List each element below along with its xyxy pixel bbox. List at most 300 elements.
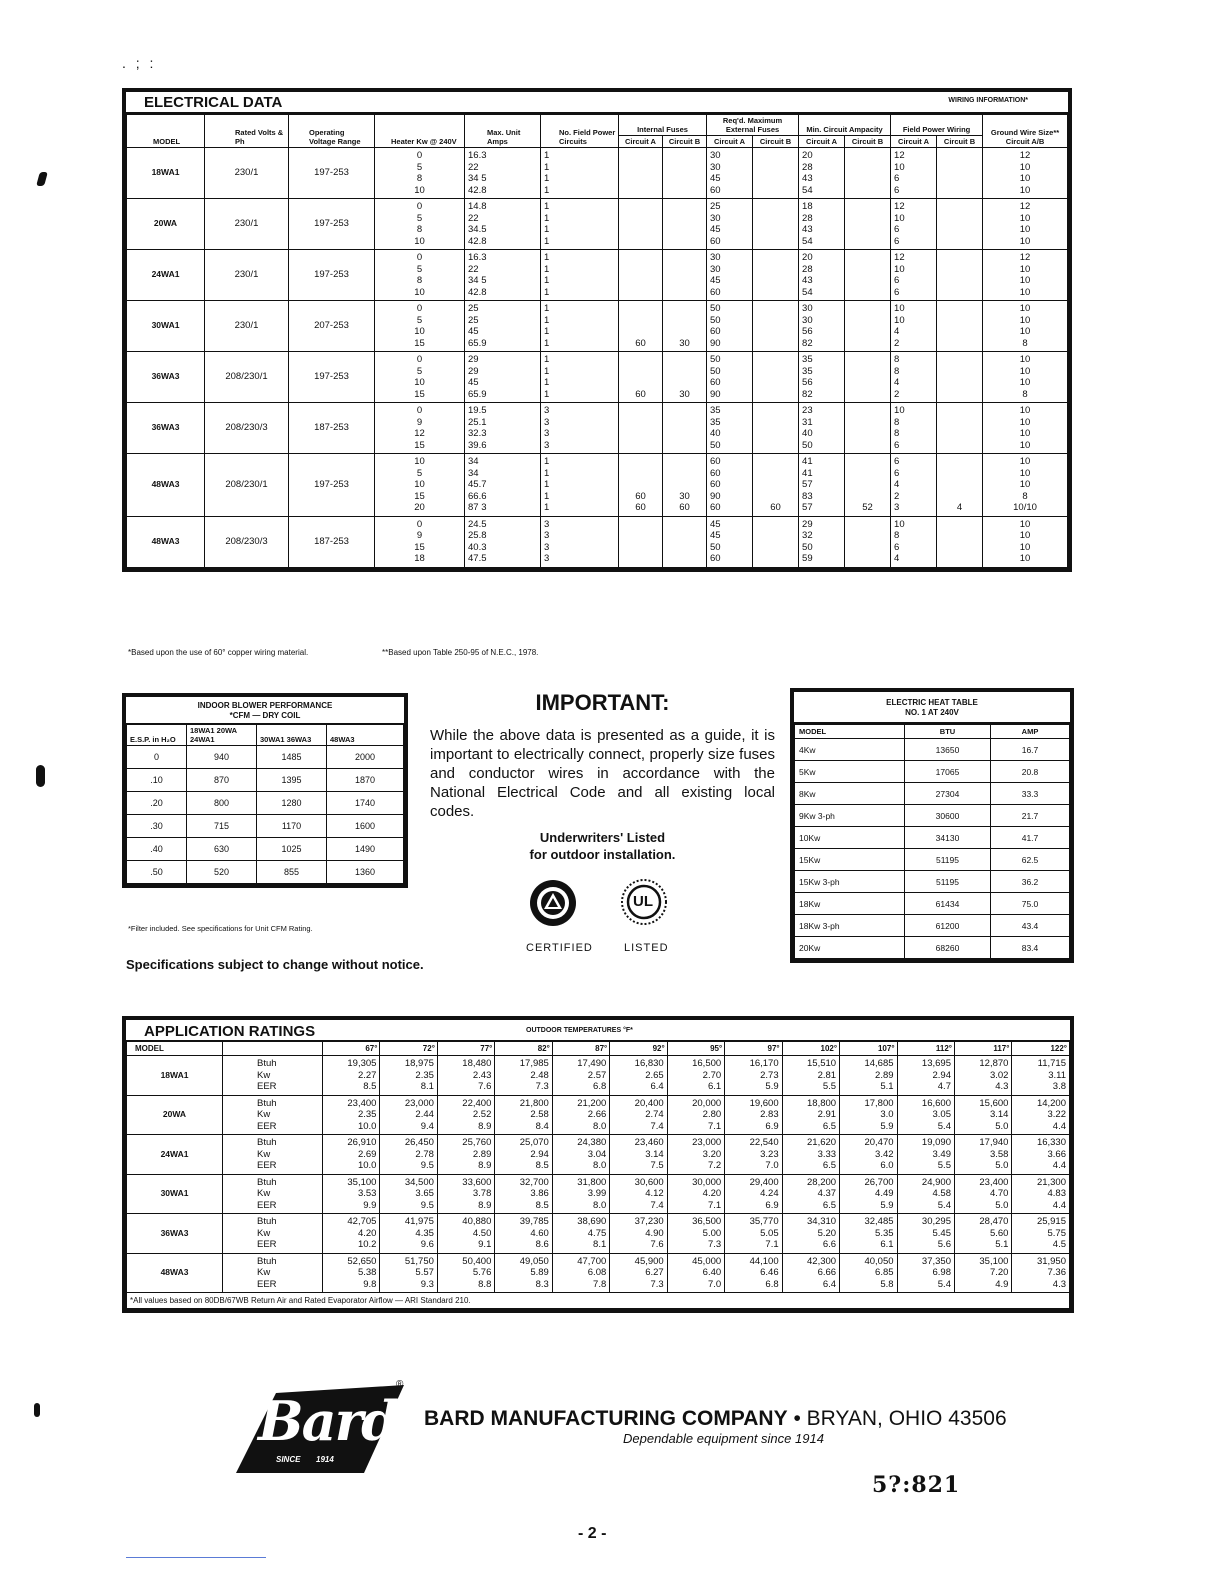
kw-value: 10 xyxy=(414,326,425,337)
eer-value: 5.0 xyxy=(995,1199,1009,1211)
heat-row xyxy=(795,761,1070,783)
ab-value xyxy=(848,542,887,554)
kw-value: 6.40 xyxy=(702,1267,722,1278)
wa-value: 2 xyxy=(894,490,900,502)
wb-cell xyxy=(937,403,983,454)
binder-mark xyxy=(34,1403,40,1417)
fa-value: 50 xyxy=(710,354,721,365)
fa-value: 60 xyxy=(710,502,721,513)
amps-value: 25.1 xyxy=(468,416,487,428)
eer-value: 7.3 xyxy=(707,1239,722,1250)
wa-cell xyxy=(891,454,937,517)
bullet: • xyxy=(793,1407,801,1430)
kw-value: 6.66 xyxy=(817,1267,837,1278)
wa-value: 6 xyxy=(894,224,900,235)
btuh-value: 40,880 xyxy=(462,1216,492,1227)
fb-value xyxy=(756,338,795,350)
wa-value: 12 xyxy=(894,201,905,212)
temp-header: 112° xyxy=(897,1042,954,1056)
eer-value: 5.1 xyxy=(995,1239,1009,1250)
rating-cell xyxy=(552,1253,609,1293)
amps-value: 34.5 xyxy=(468,224,487,235)
g-value: 10 xyxy=(1019,314,1031,326)
fb-value xyxy=(756,553,795,565)
ifb-value xyxy=(666,303,703,315)
g-value: 8 xyxy=(1022,388,1028,400)
unit-label: Btuh xyxy=(257,1137,277,1148)
ifb-value xyxy=(666,519,703,531)
rating-cell xyxy=(782,1174,839,1214)
ifa-cell xyxy=(619,454,663,517)
ab-value xyxy=(848,224,887,236)
btuh-value: 25,070 xyxy=(519,1137,549,1148)
kw-value: 5.75 xyxy=(1047,1227,1066,1239)
wa-value: 6 xyxy=(894,456,900,467)
fb-value xyxy=(756,354,795,366)
rating-cell xyxy=(437,1174,494,1214)
fa-value: 45 xyxy=(710,518,721,530)
fa-value: 50 xyxy=(710,303,721,314)
fa-value: 60 xyxy=(710,286,721,298)
ifb-cell xyxy=(663,148,707,199)
kw-value: 2.35 xyxy=(357,1109,377,1120)
heat-cell: 15Kw 3-ph xyxy=(795,871,905,893)
app-model-cell: 30WA1 xyxy=(127,1174,223,1214)
tagline: Dependable equipment since 1914 xyxy=(623,1431,824,1446)
btuh-value: 21,300 xyxy=(1036,1176,1066,1188)
btuh-value: 14,200 xyxy=(1036,1097,1066,1109)
range-cell: 207-253 xyxy=(289,301,375,352)
rating-cell xyxy=(437,1135,494,1175)
eer-value: 6.5 xyxy=(822,1120,837,1132)
ifb-value xyxy=(666,377,703,389)
heat-header: BTU xyxy=(905,725,991,739)
kw-value: 3.53 xyxy=(357,1188,377,1199)
heat-row xyxy=(795,783,1070,805)
unit-label: Btuh xyxy=(257,1058,277,1069)
btuh-value: 25,915 xyxy=(1036,1216,1066,1227)
ifb-value xyxy=(666,530,703,542)
blower-performance-table xyxy=(122,693,408,888)
kw-value: 4.75 xyxy=(587,1227,607,1239)
rating-cell xyxy=(380,1095,437,1135)
ab-value xyxy=(848,338,887,350)
eer-value: 5.8 xyxy=(880,1278,894,1290)
fb-value xyxy=(756,491,795,503)
btuh-value: 12,870 xyxy=(979,1058,1009,1069)
wa-value: 10 xyxy=(894,303,905,314)
wb-value xyxy=(940,377,979,389)
btuh-value: 23,400 xyxy=(347,1097,377,1109)
ifa-cell xyxy=(619,199,663,250)
rating-cell xyxy=(725,1135,782,1175)
aa-cell xyxy=(799,403,845,454)
eer-value: 8.3 xyxy=(535,1278,549,1290)
kw-value: 3.20 xyxy=(702,1148,722,1160)
aa-value: 54 xyxy=(802,235,813,247)
amps-value: 42.8 xyxy=(468,184,487,196)
rating-cell xyxy=(725,1174,782,1214)
certified-label: CERTIFIED xyxy=(526,942,593,954)
fa-value: 35 xyxy=(710,405,721,416)
aa-value: 43 xyxy=(802,275,813,286)
kw-value: 2.83 xyxy=(760,1109,779,1120)
circ-value: 1 xyxy=(544,252,550,263)
aa-value: 82 xyxy=(802,337,813,349)
wb-value xyxy=(940,173,979,185)
aa-cell xyxy=(799,454,845,517)
ab-value xyxy=(848,275,887,287)
eer-value: 5.0 xyxy=(995,1120,1009,1132)
ab-value xyxy=(848,417,887,429)
circ-value: 1 xyxy=(544,212,550,224)
rating-cell xyxy=(495,1135,552,1175)
wb-value xyxy=(940,315,979,327)
wa-value: 4 xyxy=(894,479,900,490)
model-cell: 36WA3 xyxy=(127,352,205,403)
ifa-value xyxy=(622,456,659,468)
kw-value: 2.94 xyxy=(530,1148,549,1160)
wa-cell xyxy=(891,148,937,199)
wb-value xyxy=(940,405,979,417)
volts-cell: 208/230/3 xyxy=(205,403,289,454)
btuh-value: 15,510 xyxy=(807,1058,837,1069)
fb-value xyxy=(756,303,795,315)
ifa-cell xyxy=(619,250,663,301)
btuh-value: 33,600 xyxy=(462,1176,492,1188)
btuh-value: 29,400 xyxy=(749,1176,779,1188)
heat-cell: 15Kw xyxy=(795,849,905,871)
aa-value: 43 xyxy=(802,224,813,235)
kw-value: 6.85 xyxy=(875,1267,894,1278)
fb-value xyxy=(756,264,795,276)
kw-value: 4.50 xyxy=(472,1227,492,1239)
btuh-value: 52,650 xyxy=(347,1255,377,1267)
rating-cell xyxy=(323,1056,380,1096)
circ-value: 1 xyxy=(544,235,550,247)
circ-value: 1 xyxy=(544,479,550,490)
btuh-value: 26,450 xyxy=(404,1137,434,1148)
aa-value: 23 xyxy=(802,405,813,416)
eer-value: 4.3 xyxy=(995,1081,1009,1092)
ab-value xyxy=(848,491,887,503)
amps-value: 47.5 xyxy=(468,553,487,564)
btuh-value: 19,305 xyxy=(347,1058,377,1069)
rating-cell xyxy=(552,1135,609,1175)
circ-value: 1 xyxy=(544,184,550,196)
ifa-cell xyxy=(619,352,663,403)
app-row xyxy=(127,1253,1070,1293)
btuh-value: 23,000 xyxy=(692,1137,722,1148)
temp-header: 107° xyxy=(840,1042,897,1056)
btuh-value: 20,470 xyxy=(864,1137,894,1148)
eer-value: 4.5 xyxy=(1052,1239,1066,1250)
eer-value: 4.9 xyxy=(995,1278,1009,1290)
fa-value: 30 xyxy=(710,150,721,161)
blower-footnote: *Filter included. See specifications for Unit CFM Rating. xyxy=(128,924,313,933)
ifb-value xyxy=(666,417,703,429)
heat-row xyxy=(795,805,1070,827)
btuh-value: 23,400 xyxy=(979,1176,1009,1188)
ifb-value xyxy=(666,275,703,287)
electrical-title: ELECTRICAL DATA xyxy=(144,94,283,111)
heat-row xyxy=(795,871,1070,893)
fb-cell xyxy=(753,301,799,352)
ifa-cell xyxy=(619,301,663,352)
circ-cell xyxy=(541,454,619,517)
aa-value: 50 xyxy=(802,541,813,553)
ab-value xyxy=(848,264,887,276)
heat-header: AMP xyxy=(991,725,1070,739)
amps-value: 87 3 xyxy=(468,502,487,513)
wa-value: 6 xyxy=(894,235,900,247)
btuh-value: 30,295 xyxy=(921,1216,951,1227)
ifa-value xyxy=(622,479,659,491)
g-value: 12 xyxy=(1019,150,1031,161)
rating-cell xyxy=(667,1214,724,1254)
wa-cell xyxy=(891,301,937,352)
g-value: 10 xyxy=(1019,224,1031,235)
fa-value: 60 xyxy=(710,456,721,467)
blower-cell: 1170 xyxy=(257,815,327,838)
wa-value: 10 xyxy=(894,405,905,416)
btuh-value: 34,500 xyxy=(404,1176,434,1188)
sub-circuit-a: Circuit A xyxy=(891,136,937,148)
kw-value: 5.89 xyxy=(530,1267,549,1278)
kw-value: 3.04 xyxy=(587,1148,607,1160)
wb-cell xyxy=(937,516,983,567)
wa-cell xyxy=(891,250,937,301)
rating-cell xyxy=(782,1135,839,1175)
kw-value: 4.37 xyxy=(817,1188,837,1199)
blower-cell: .20 xyxy=(127,792,187,815)
rating-cell xyxy=(667,1056,724,1096)
circ-cell xyxy=(541,301,619,352)
btuh-value: 40,050 xyxy=(864,1255,894,1267)
kw-value: 15 xyxy=(414,490,425,502)
aa-value: 50 xyxy=(802,439,813,451)
blower-header: 18WA1 20WA 24WA1 xyxy=(187,725,257,746)
kw-value: 2.48 xyxy=(530,1069,549,1081)
ifa-value xyxy=(622,236,659,248)
eer-value: 6.9 xyxy=(765,1199,779,1211)
app-units-cell xyxy=(223,1253,323,1293)
ab-value xyxy=(848,366,887,378)
eer-value: 6.5 xyxy=(822,1199,837,1211)
rating-cell xyxy=(1012,1174,1070,1214)
circ-value: 1 xyxy=(544,490,550,502)
blower-cell: 1490 xyxy=(327,838,404,861)
ab-value xyxy=(848,468,887,480)
kw-value: 2.66 xyxy=(587,1109,607,1120)
circ-value: 1 xyxy=(544,286,550,298)
eer-value: 8.5 xyxy=(535,1199,549,1211)
kw-value: 2.57 xyxy=(587,1069,607,1081)
unit-label: Kw xyxy=(257,1069,271,1081)
btuh-value: 20,400 xyxy=(634,1097,664,1109)
wa-cell xyxy=(891,403,937,454)
wb-cell xyxy=(937,301,983,352)
electrical-row xyxy=(127,516,1068,567)
wa-value: 10 xyxy=(894,314,905,326)
g-value: 10 xyxy=(1019,173,1031,184)
ab-value xyxy=(848,315,887,327)
eer-value: 8.9 xyxy=(478,1120,492,1132)
fa-value: 60 xyxy=(710,467,721,479)
g-value: 10 xyxy=(1019,354,1031,365)
fa-cell xyxy=(707,199,753,250)
sub-circuit-b: Circuit B xyxy=(663,136,707,148)
kw-value: 3.05 xyxy=(932,1109,951,1120)
amps-cell xyxy=(465,454,541,517)
amps-value: 66.6 xyxy=(468,490,487,502)
temp-header: 122° xyxy=(1012,1042,1070,1056)
kw-value: 3.49 xyxy=(932,1148,951,1160)
wa-value: 4 xyxy=(894,553,900,564)
heat-cell: 34130 xyxy=(905,827,991,849)
rating-cell xyxy=(725,1253,782,1293)
wb-value xyxy=(940,479,979,491)
fa-value: 50 xyxy=(710,439,721,451)
g-value: 10 xyxy=(1019,263,1031,275)
amps-value: 25.8 xyxy=(468,530,487,541)
eer-value: 8.5 xyxy=(363,1081,377,1092)
g-cell xyxy=(983,148,1068,199)
ifa-value xyxy=(622,201,659,213)
model-cell: 30WA1 xyxy=(127,301,205,352)
g-value: 10 xyxy=(1019,467,1031,479)
rating-cell xyxy=(667,1135,724,1175)
company-line xyxy=(424,1407,1007,1431)
heat-cell: 18Kw 3-ph xyxy=(795,915,905,937)
eer-value: 5.9 xyxy=(880,1199,894,1211)
kw-value: 9 xyxy=(416,416,423,428)
ifb-value xyxy=(666,185,703,197)
btuh-value: 32,700 xyxy=(519,1176,549,1188)
btuh-value: 19,090 xyxy=(921,1137,951,1148)
kw-value: 5.05 xyxy=(760,1227,779,1239)
eer-value: 5.9 xyxy=(765,1081,779,1092)
g-value: 10 xyxy=(1019,212,1031,224)
g-value: 12 xyxy=(1019,201,1031,212)
amps-value: 32.3 xyxy=(468,428,487,439)
kw-value: 8 xyxy=(416,224,423,235)
ifa-value xyxy=(622,275,659,287)
kw-cell xyxy=(375,199,465,250)
eer-value: 3.8 xyxy=(1052,1081,1066,1092)
amps-value: 34 5 xyxy=(468,173,487,184)
btuh-value: 22,540 xyxy=(749,1137,779,1148)
btuh-value: 16,330 xyxy=(1036,1137,1066,1148)
ab-value xyxy=(848,162,887,174)
rating-cell xyxy=(552,1174,609,1214)
ab-value xyxy=(848,252,887,264)
wb-cell xyxy=(937,454,983,517)
btuh-value: 30,600 xyxy=(634,1176,664,1188)
circ-value: 3 xyxy=(544,553,550,564)
electrical-row xyxy=(127,250,1068,301)
wa-cell xyxy=(891,199,937,250)
wa-value: 10 xyxy=(894,161,905,173)
temp-header: 87° xyxy=(552,1042,609,1056)
listed-label: LISTED xyxy=(624,942,669,954)
eer-value: 9.6 xyxy=(420,1239,434,1250)
circ-value: 1 xyxy=(544,326,550,337)
kw-value: 15 xyxy=(414,439,425,451)
blower-header: 48WA3 xyxy=(327,725,404,746)
kw-value: 6.46 xyxy=(760,1267,779,1278)
logo-wordmark: Bard xyxy=(258,1389,397,1453)
temp-header: 92° xyxy=(610,1042,667,1056)
binder-mark xyxy=(36,765,45,787)
ifa-value xyxy=(622,440,659,452)
kw-value: 10 xyxy=(414,184,425,196)
app-row xyxy=(127,1214,1070,1254)
amps-value: 34 5 xyxy=(468,275,487,286)
amps-value: 45 xyxy=(468,326,479,337)
sub-circuit-a: Circuit A xyxy=(619,136,663,148)
kw-value: 3.58 xyxy=(989,1148,1009,1160)
kw-value: 10 xyxy=(414,286,425,298)
ifa-cell xyxy=(619,403,663,454)
fa-value: 60 xyxy=(710,184,721,196)
aa-value: 28 xyxy=(802,263,813,275)
rating-cell xyxy=(1012,1253,1070,1293)
circ-cell xyxy=(541,516,619,567)
aa-value: 29 xyxy=(802,518,813,530)
fb-value xyxy=(756,428,795,440)
col-model: MODEL xyxy=(127,115,205,148)
wb-value xyxy=(940,338,979,350)
circ-value: 1 xyxy=(544,365,550,377)
blower-row xyxy=(127,838,404,861)
ifa-value xyxy=(622,530,659,542)
app-model-cell: 36WA3 xyxy=(127,1214,223,1254)
rating-cell xyxy=(782,1056,839,1096)
blower-cell: 1740 xyxy=(327,792,404,815)
wa-value: 10 xyxy=(894,212,905,224)
fa-value: 60 xyxy=(710,377,721,388)
eer-value: 10.0 xyxy=(357,1120,377,1132)
kw-value: 10 xyxy=(414,377,425,388)
ab-value: 52 xyxy=(862,502,873,513)
eer-value: 5.0 xyxy=(995,1160,1009,1171)
kw-value: 5.45 xyxy=(932,1227,951,1239)
btuh-value: 51,750 xyxy=(404,1255,434,1267)
fb-value xyxy=(756,530,795,542)
wa-value: 8 xyxy=(894,354,900,365)
wa-cell xyxy=(891,516,937,567)
btuh-value: 37,350 xyxy=(921,1255,951,1267)
wb-value xyxy=(940,553,979,565)
wa-cell xyxy=(891,352,937,403)
btuh-value: 30,000 xyxy=(692,1176,722,1188)
app-row xyxy=(127,1174,1070,1214)
fb-value xyxy=(756,275,795,287)
kw-value: 3.99 xyxy=(587,1188,607,1199)
blower-cell: 630 xyxy=(187,838,257,861)
wb-value xyxy=(940,456,979,468)
sub-circuit-a: Circuit A xyxy=(707,136,753,148)
temp-header: 97° xyxy=(725,1042,782,1056)
fa-value: 30 xyxy=(710,212,721,224)
circ-value: 3 xyxy=(544,405,550,416)
fb-value xyxy=(756,287,795,299)
ifb-value xyxy=(666,173,703,185)
g-value: 10 xyxy=(1019,530,1031,541)
kw-value: 5 xyxy=(416,161,423,173)
btuh-value: 50,400 xyxy=(462,1255,492,1267)
